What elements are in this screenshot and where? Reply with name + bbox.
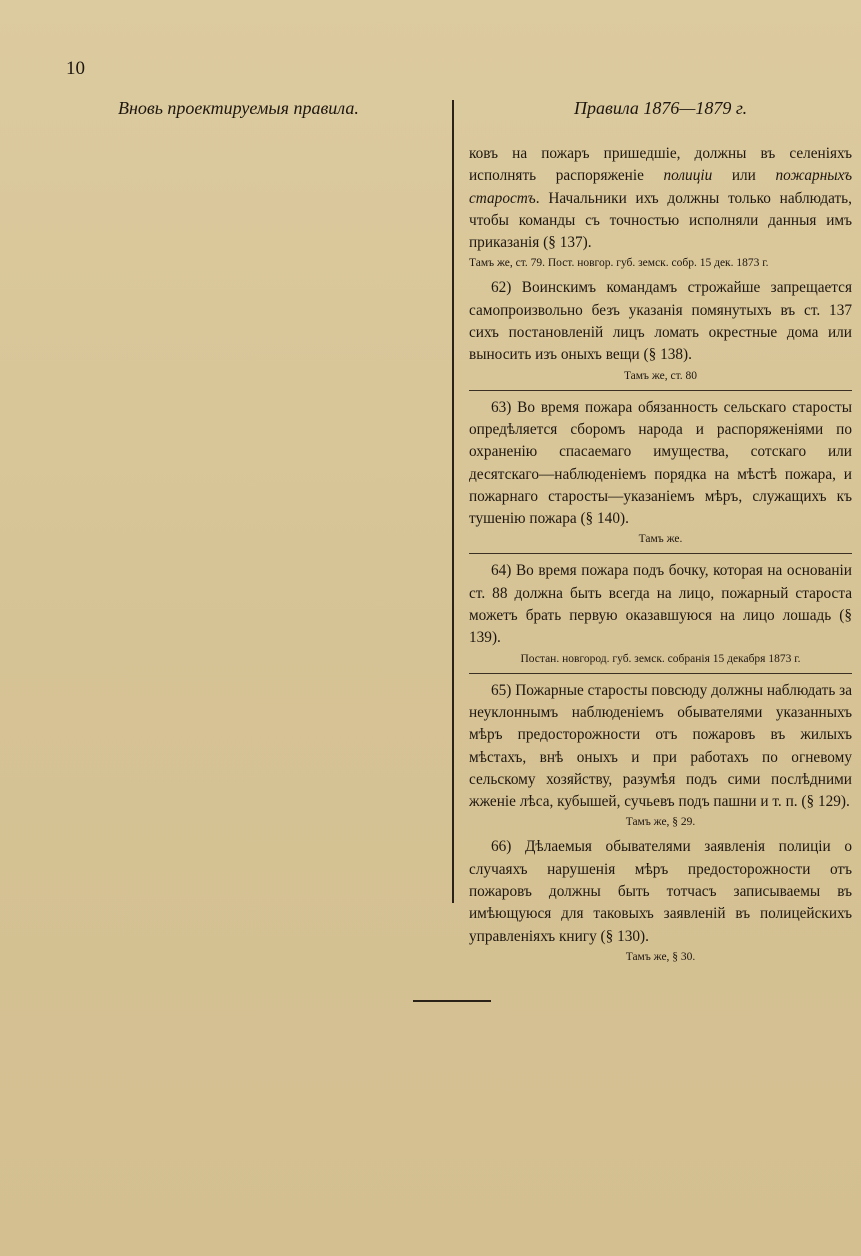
source-note: Тамъ же, ст. 80: [623, 369, 698, 382]
separator-rule: [469, 673, 852, 674]
article-65: 65) Пожарные старосты повсюду должны наблюдать за неуклоннымъ наблюденіемъ обывателями указанныхъ мѣръ предосторожности отъ пожаровъ въ жилыхъ мѣстахъ, внѣ оныхъ и при работахъ по огневому сельскому хозяйству, разумѣя подъ сими послѣдними жженіе лѣса, кубышей, сучьевъ подъ пашни и т. п. (§ 129).: [469, 681, 852, 811]
text-segment: или: [712, 167, 776, 185]
source-note: Тамъ же, § 29.: [625, 816, 696, 829]
separator-rule: [469, 553, 852, 554]
source-note: Постан. новгород. губ. земск. собранія 15 декабря 1873 г.: [520, 652, 801, 665]
separator-rule: [469, 390, 852, 391]
header-left-column: Вновь проектируемыя правила.: [118, 98, 359, 118]
source-note: Тамъ же, § 30.: [625, 950, 696, 963]
right-column-text: [469, 143, 852, 971]
end-rule: [413, 1000, 491, 1002]
source-note: Тамъ же, ст. 79. Пост. новгор. губ. земск. собр. 15 дек. 1873 г.: [469, 257, 769, 270]
source-note: Тамъ же.: [638, 533, 683, 546]
continued-paragraph: [469, 143, 852, 254]
article-62: 62) Воинскимъ командамъ строжайше запрещается самопроизвольно безъ указанія помянутыхъ въ ст. 137 сихъ постановленій лицъ ломать окрестные дома или выносить изъ оныхъ вещи (§ 138).: [469, 279, 852, 364]
header-right-column: Правила 1876—1879 г.: [574, 98, 748, 118]
column-divider: [452, 100, 454, 903]
article-64: 64) Во время пожара подъ бочку, которая на основаніи ст. 88 должна быть всегда на лицо, пожарный староста можетъ брать первую оказавшуюся на лицо лошадь (§ 139).: [469, 562, 852, 647]
article-66: 66) Дѣлаемыя обывателями заявленія полиціи о случаяхъ нарушенія мѣръ предосторожности отъ пожаровъ должны быть тотчасъ записываемы въ имѣющуюся для таковыхъ заявленій въ полицейскихъ управленіяхъ книгу (§ 130).: [469, 838, 852, 945]
text-segment: . Начальники ихъ должны только наблюдать, чтобы команды съ точностью исполняли данныя имъ приказанія (§ 137).: [469, 189, 852, 252]
text-segment: ковъ на пожаръ пришедшіе, должны въ селеніяхъ исполнять распоряженіе: [469, 145, 852, 185]
article-63: 63) Во время пожара обязанность сельскаго старосты опредѣляется сборомъ народа и распоряженіями по охраненію спасаемаго имущества, сотскаго или десятскаго—наблюденіемъ порядка на мѣстѣ пожара, и пожарнаго старосты—указаніемъ мѣръ, служащихъ къ тушенію пожара (§ 140).: [469, 398, 852, 528]
page-number: 10: [66, 58, 85, 79]
italic-text: полиціи: [663, 167, 713, 185]
italic-text: пожарныхъ старостъ: [469, 167, 853, 207]
